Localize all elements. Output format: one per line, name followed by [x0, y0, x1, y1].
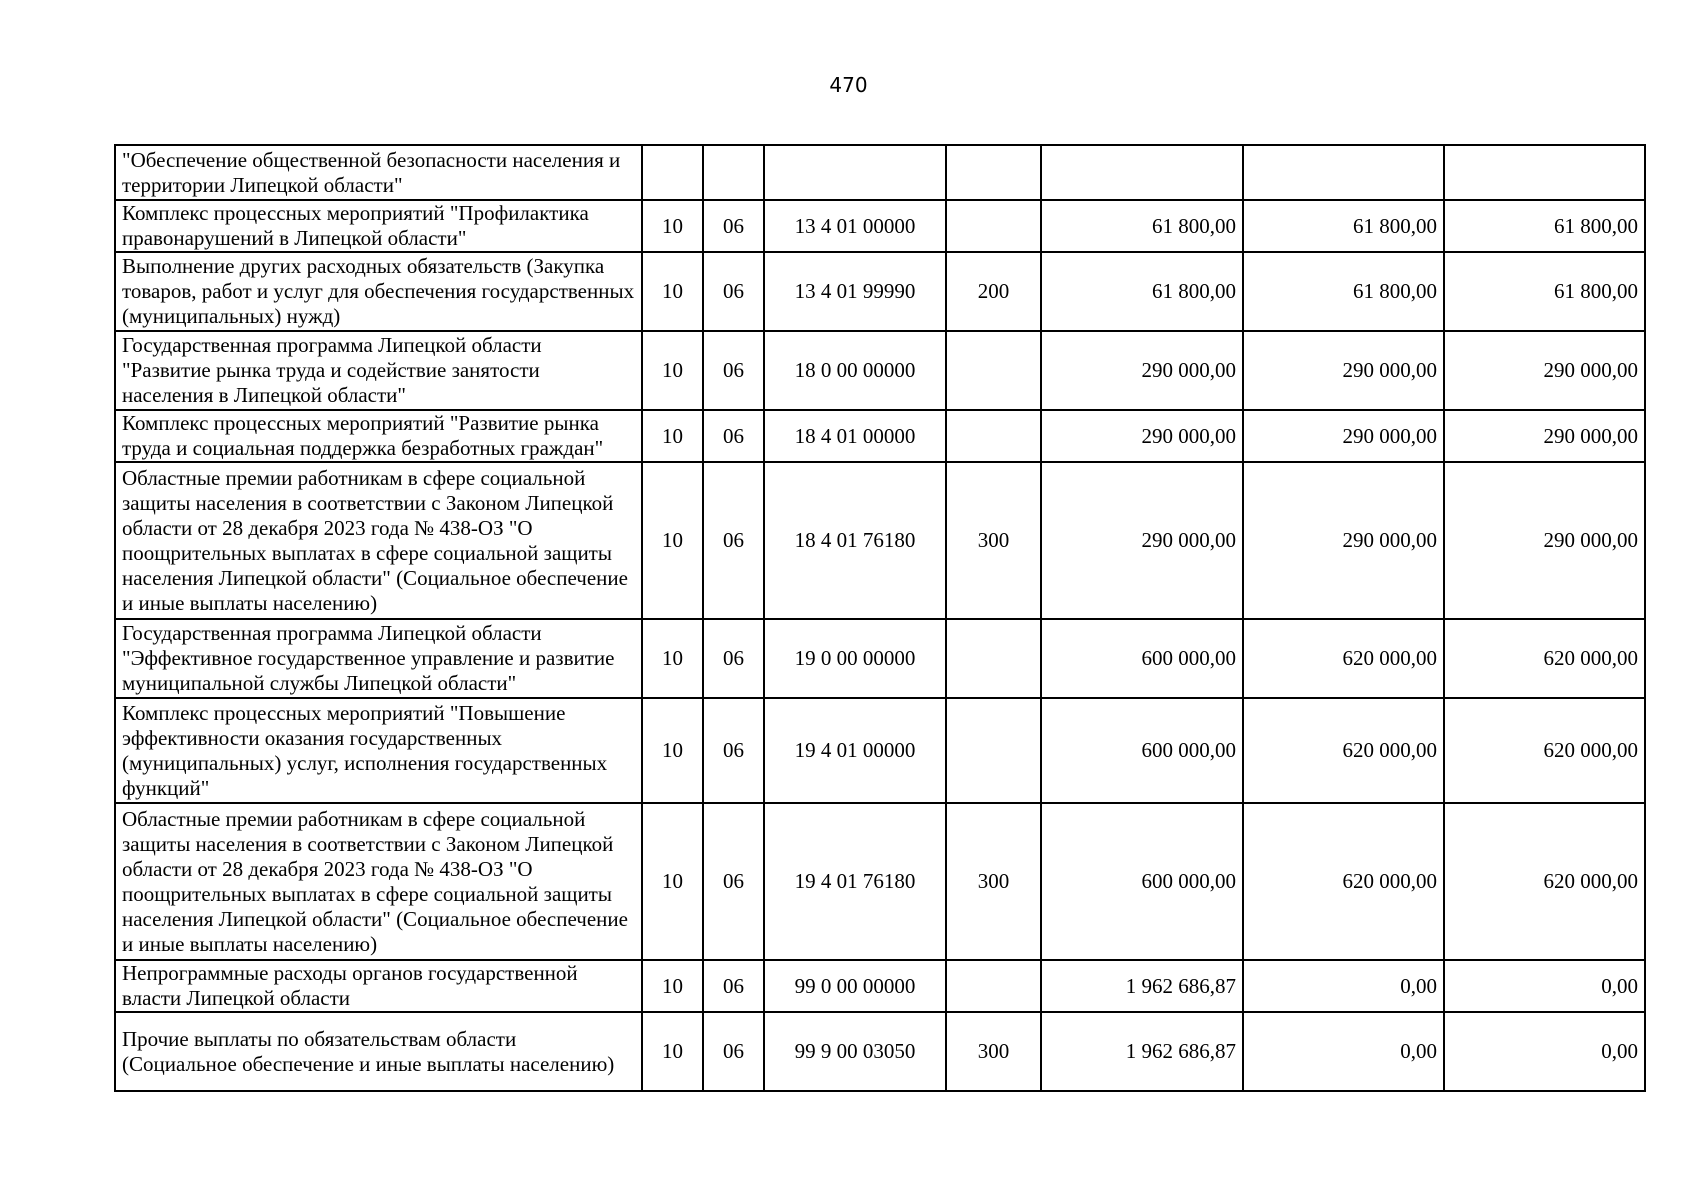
expense-type-cell [946, 200, 1041, 252]
amount-year2-cell: 0,00 [1243, 960, 1444, 1012]
subsection-code-cell: 06 [703, 200, 764, 252]
amount-year2-cell: 620 000,00 [1243, 619, 1444, 698]
section-code-cell: 10 [642, 200, 703, 252]
table-row [115, 200, 1645, 252]
target-article-cell [764, 145, 946, 200]
subsection-code-cell: 06 [703, 410, 764, 462]
target-article-cell: 18 0 00 00000 [764, 331, 946, 410]
row-name-cell: Областные премии работникам в сфере социальной защиты населения в соответствии с Законом Липецкой области от 28 декабря 2023 года № 438-ОЗ "О поощрительных выплатах в сфере социальной защиты населения Липецкой области" (Социальное обеспечение и иные выплаты населению) [115, 462, 642, 619]
amount-year2-cell [1243, 145, 1444, 200]
table-row [115, 803, 1645, 960]
subsection-code-cell: 06 [703, 803, 764, 960]
amount-year1-cell: 600 000,00 [1041, 803, 1243, 960]
section-code-cell: 10 [642, 462, 703, 619]
amount-year1-cell: 61 800,00 [1041, 252, 1243, 331]
expense-type-cell [946, 331, 1041, 410]
row-name-cell: Комплекс процессных мероприятий "Развитие рынка труда и социальная поддержка безработных граждан" [115, 410, 642, 462]
subsection-code-cell: 06 [703, 1012, 764, 1091]
table-row [115, 698, 1645, 803]
table-row [115, 410, 1645, 462]
amount-year3-cell: 61 800,00 [1444, 200, 1645, 252]
row-name-cell: Непрограммные расходы органов государственной власти Липецкой области [115, 960, 642, 1012]
amount-year1-cell: 61 800,00 [1041, 200, 1243, 252]
amount-year3-cell: 61 800,00 [1444, 252, 1645, 331]
target-article-cell: 18 4 01 00000 [764, 410, 946, 462]
target-article-cell: 13 4 01 00000 [764, 200, 946, 252]
amount-year2-cell: 0,00 [1243, 1012, 1444, 1091]
target-article-cell: 13 4 01 99990 [764, 252, 946, 331]
amount-year3-cell [1444, 145, 1645, 200]
row-name-cell: Областные премии работникам в сфере социальной защиты населения в соответствии с Законом Липецкой области от 28 декабря 2023 года № 438-ОЗ "О поощрительных выплатах в сфере социальной защиты населения Липецкой области" (Социальное обеспечение и иные выплаты населению) [115, 803, 642, 960]
target-article-cell: 99 9 00 03050 [764, 1012, 946, 1091]
amount-year3-cell: 620 000,00 [1444, 803, 1645, 960]
amount-year2-cell: 290 000,00 [1243, 331, 1444, 410]
target-article-cell: 99 0 00 00000 [764, 960, 946, 1012]
table-row [115, 960, 1645, 1012]
expense-type-cell [946, 145, 1041, 200]
section-code-cell: 10 [642, 619, 703, 698]
table-row [115, 619, 1645, 698]
amount-year1-cell: 290 000,00 [1041, 410, 1243, 462]
amount-year3-cell: 290 000,00 [1444, 410, 1645, 462]
section-code-cell: 10 [642, 803, 703, 960]
expense-type-cell: 300 [946, 462, 1041, 619]
amount-year1-cell: 1 962 686,87 [1041, 1012, 1243, 1091]
expense-type-cell: 200 [946, 252, 1041, 331]
budget-table [114, 144, 1646, 1092]
budget-table-body [115, 145, 1645, 1091]
amount-year3-cell: 620 000,00 [1444, 698, 1645, 803]
expense-type-cell: 300 [946, 803, 1041, 960]
subsection-code-cell: 06 [703, 462, 764, 619]
amount-year2-cell: 61 800,00 [1243, 200, 1444, 252]
amount-year3-cell: 0,00 [1444, 960, 1645, 1012]
section-code-cell: 10 [642, 698, 703, 803]
table-row [115, 331, 1645, 410]
amount-year3-cell: 620 000,00 [1444, 619, 1645, 698]
amount-year2-cell: 61 800,00 [1243, 252, 1444, 331]
section-code-cell: 10 [642, 252, 703, 331]
subsection-code-cell: 06 [703, 619, 764, 698]
amount-year1-cell: 600 000,00 [1041, 698, 1243, 803]
row-name-cell: Государственная программа Липецкой области "Развитие рынка труда и содействие занятости населения в Липецкой области" [115, 331, 642, 410]
amount-year2-cell: 290 000,00 [1243, 462, 1444, 619]
amount-year1-cell [1041, 145, 1243, 200]
section-code-cell: 10 [642, 1012, 703, 1091]
section-code-cell: 10 [642, 960, 703, 1012]
amount-year1-cell: 290 000,00 [1041, 462, 1243, 619]
table-row [115, 462, 1645, 619]
expense-type-cell: 300 [946, 1012, 1041, 1091]
subsection-code-cell: 06 [703, 960, 764, 1012]
target-article-cell: 19 4 01 76180 [764, 803, 946, 960]
target-article-cell: 19 0 00 00000 [764, 619, 946, 698]
subsection-code-cell: 06 [703, 331, 764, 410]
expense-type-cell [946, 410, 1041, 462]
row-name-cell: Выполнение других расходных обязательств (Закупка товаров, работ и услуг для обеспечения государственных (муниципальных) нужд) [115, 252, 642, 331]
row-name-cell: Комплекс процессных мероприятий "Повышение эффективности оказания государственных (муниципальных) услуг, исполнения государственных функций" [115, 698, 642, 803]
amount-year2-cell: 620 000,00 [1243, 698, 1444, 803]
table-row [115, 252, 1645, 331]
amount-year2-cell: 620 000,00 [1243, 803, 1444, 960]
row-name-cell: Прочие выплаты по обязательствам области (Социальное обеспечение и иные выплаты населению) [115, 1012, 642, 1091]
page-number: 470 [829, 73, 868, 97]
target-article-cell: 19 4 01 00000 [764, 698, 946, 803]
expense-type-cell [946, 960, 1041, 1012]
amount-year1-cell: 1 962 686,87 [1041, 960, 1243, 1012]
row-name-cell: Комплекс процессных мероприятий "Профилактика правонарушений в Липецкой области" [115, 200, 642, 252]
amount-year3-cell: 290 000,00 [1444, 331, 1645, 410]
subsection-code-cell: 06 [703, 698, 764, 803]
row-name-cell: "Обеспечение общественной безопасности населения и территории Липецкой области" [115, 145, 642, 200]
table-row [115, 145, 1645, 200]
table-row [115, 1012, 1645, 1091]
amount-year3-cell: 0,00 [1444, 1012, 1645, 1091]
amount-year3-cell: 290 000,00 [1444, 462, 1645, 619]
row-name-cell: Государственная программа Липецкой области "Эффективное государственное управление и развитие муниципальной службы Липецкой области" [115, 619, 642, 698]
target-article-cell: 18 4 01 76180 [764, 462, 946, 619]
amount-year2-cell: 290 000,00 [1243, 410, 1444, 462]
subsection-code-cell [703, 145, 764, 200]
section-code-cell [642, 145, 703, 200]
subsection-code-cell: 06 [703, 252, 764, 331]
section-code-cell: 10 [642, 331, 703, 410]
section-code-cell: 10 [642, 410, 703, 462]
expense-type-cell [946, 619, 1041, 698]
expense-type-cell [946, 698, 1041, 803]
amount-year1-cell: 600 000,00 [1041, 619, 1243, 698]
amount-year1-cell: 290 000,00 [1041, 331, 1243, 410]
